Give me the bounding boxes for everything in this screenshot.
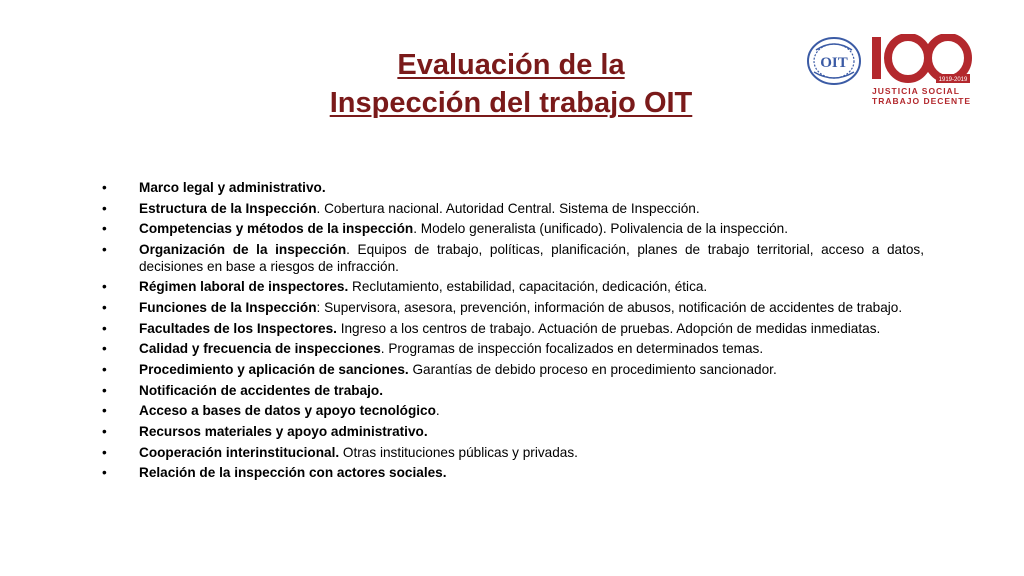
list-item — [102, 341, 924, 358]
list-item — [102, 221, 924, 238]
bullet-icon: • — [102, 221, 107, 237]
oit-emblem-logo — [806, 36, 862, 86]
title-line-1: Evaluación de la — [397, 49, 625, 81]
item-heading: Notificación de accidentes de trabajo. — [139, 382, 383, 398]
bullet-icon: • — [102, 242, 107, 258]
list-item — [102, 445, 924, 462]
centenary-logo — [870, 34, 980, 106]
title-line-2: Inspección del trabajo OIT — [329, 87, 693, 119]
item-heading: Régimen laboral de inspectores. — [139, 279, 349, 295]
list-item — [102, 403, 924, 420]
bullet-icon: • — [102, 362, 107, 377]
list-item — [102, 424, 924, 441]
list-item — [102, 362, 924, 379]
bullet-icon: • — [102, 180, 107, 195]
slide-title — [236, 46, 786, 122]
item-heading: Relación de la inspección con actores sociales. — [139, 465, 447, 481]
item-heading: Funciones de la Inspección — [139, 299, 317, 315]
item-heading: Procedimiento y aplicación de sanciones. — [139, 362, 409, 377]
item-description: . Programas de inspección focalizados en determinados temas. — [380, 341, 764, 357]
item-description: Otras instituciones públicas y privadas. — [339, 444, 578, 460]
list-item — [102, 201, 924, 218]
list-item — [102, 300, 924, 317]
item-heading: Cooperación interinstitucional. — [139, 444, 340, 460]
bullet-icon: • — [102, 424, 107, 440]
bullet-icon: • — [102, 279, 107, 295]
item-heading: Competencias y métodos de la inspección — [139, 221, 414, 237]
oit-logo-text: OIT — [820, 55, 848, 71]
item-description: Reclutamiento, estabilidad, capacitación, dedicación, ética. — [348, 279, 708, 295]
tagline-justicia-social: JUSTICIA SOCIAL — [872, 86, 960, 96]
bullet-icon: • — [102, 444, 107, 460]
tagline-trabajo-decente: TRABAJO DECENTE — [872, 96, 972, 106]
list-item — [102, 321, 924, 338]
item-heading: Calidad y frecuencia de inspecciones — [139, 341, 381, 357]
item-description: Ingreso a los centros de trabajo. Actuación de pruebas. Adopción de medidas inmediatas. — [336, 320, 881, 336]
bullet-icon: • — [102, 341, 107, 357]
centenary-years-text: 1919-2019 — [938, 77, 968, 83]
list-item — [102, 180, 924, 197]
item-description: . Cobertura nacional. Autoridad Central. Sistema de Inspección. — [316, 200, 700, 216]
item-description: . — [435, 403, 440, 419]
item-heading: Organización de la inspección — [139, 242, 347, 258]
list-item — [102, 279, 924, 296]
bullet-icon: • — [102, 403, 107, 419]
item-description: Garantías de debido proceso en procedimiento sancionador. — [408, 362, 777, 377]
bullet-list — [102, 180, 924, 486]
item-heading: Estructura de la Inspección — [139, 200, 317, 216]
bullet-icon: • — [102, 200, 107, 216]
list-item — [102, 383, 924, 400]
bullet-icon: • — [102, 299, 107, 315]
item-description: . Modelo generalista (unificado). Polivalencia de la inspección. — [413, 221, 789, 237]
item-heading: Recursos materiales y apoyo administrativo. — [139, 424, 428, 440]
item-heading: Marco legal y administrativo. — [139, 180, 326, 195]
item-description: : Supervisora, asesora, prevención, información de abusos, notificación de accidentes de trabajo. — [316, 299, 903, 315]
item-description: . Equipos de trabajo, políticas, planificación, planes de trabajo territorial, acceso a datos, decisiones en base a riesgos de infracción. — [139, 242, 924, 274]
bullet-icon: • — [102, 320, 107, 336]
bullet-icon: • — [102, 382, 107, 398]
list-item — [102, 242, 924, 275]
list-item — [102, 465, 924, 482]
item-heading: Acceso a bases de datos y apoyo tecnológico — [139, 403, 436, 419]
item-heading: Facultades de los Inspectores. — [139, 320, 337, 336]
bullet-icon: • — [102, 465, 107, 481]
